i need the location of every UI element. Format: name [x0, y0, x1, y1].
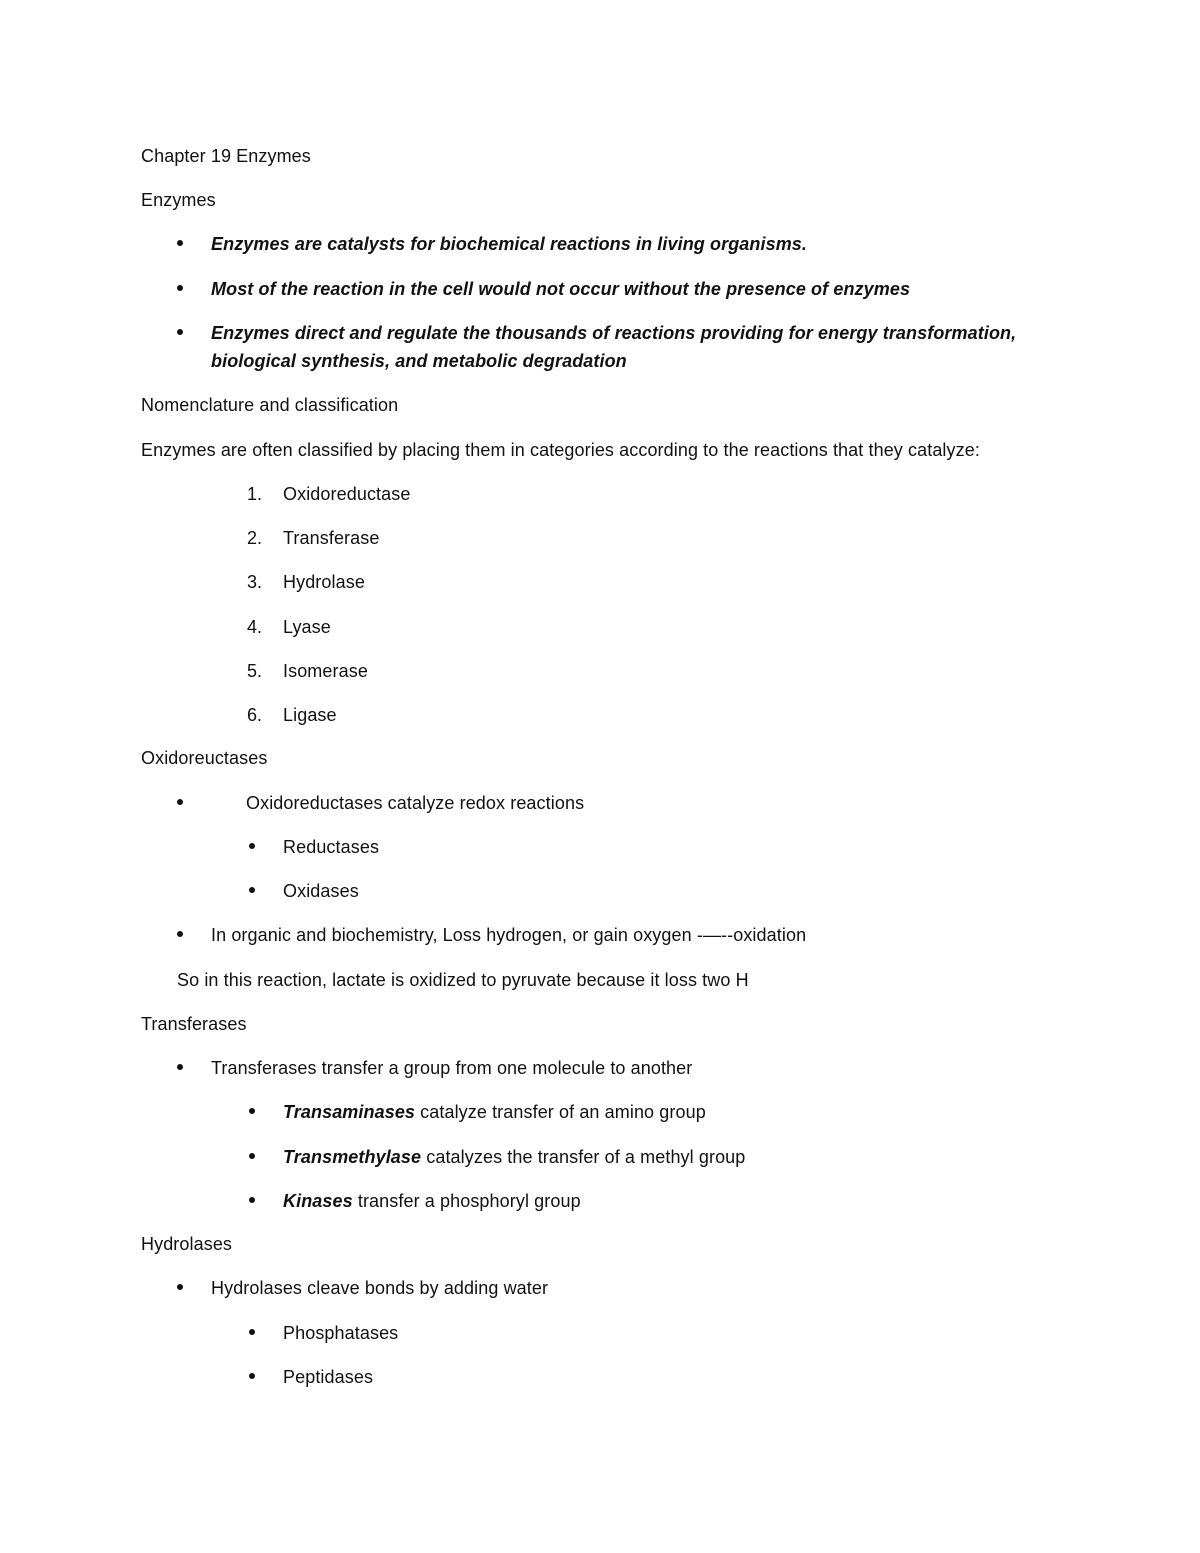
term: Transmethylase: [283, 1147, 422, 1167]
list-item: Enzymes direct and regulate the thousands of reactions providing for energy transformation,: [211, 323, 1017, 343]
paragraph: So in this reaction, lactate is oxidized to pyruvate because it loss two H: [177, 970, 749, 990]
sub-list-item: Peptidases: [283, 1367, 374, 1387]
bullet-icon: [177, 240, 183, 246]
list-item: Lyase: [283, 617, 331, 637]
bullet-icon: [249, 1373, 255, 1379]
paragraph: Enzymes are often classified by placing them in categories according to the reactions that they catalyze:: [141, 440, 980, 460]
list-number: 2.: [247, 528, 263, 548]
section-heading-enzymes: Enzymes: [141, 190, 216, 210]
term-description: transfer a phosphoryl group: [352, 1191, 581, 1211]
list-item: Hydrolases cleave bonds by adding water: [211, 1278, 549, 1298]
list-item: Transferase: [283, 528, 380, 548]
section-heading-nomenclature: Nomenclature and classification: [141, 395, 399, 415]
bullet-icon: [177, 285, 183, 291]
list-item: Isomerase: [283, 661, 368, 681]
bullet-icon: [249, 1153, 255, 1159]
list-number: 1.: [247, 484, 263, 504]
list-item: Ligase: [283, 705, 337, 725]
term: Kinases: [283, 1191, 353, 1211]
sub-list-item: [283, 1100, 706, 1124]
list-item: Hydrolase: [283, 572, 365, 592]
list-item-continuation: biological synthesis, and metabolic degradation: [211, 351, 627, 371]
list-item: Transferases transfer a group from one molecule to another: [211, 1058, 693, 1078]
bullet-icon: [177, 799, 183, 805]
sub-list-item: [283, 1189, 581, 1213]
section-heading-oxidoreductases: Oxidoreuctases: [141, 748, 268, 768]
bullet-icon: [249, 1197, 255, 1203]
list-item: In organic and biochemistry, Loss hydrogen, or gain oxygen -—--oxidation: [211, 925, 807, 945]
bullet-icon: [249, 887, 255, 893]
section-heading-transferases: Transferases: [141, 1014, 247, 1034]
list-number: 4.: [247, 617, 263, 637]
term-description: catalyzes the transfer of a methyl group: [421, 1147, 746, 1167]
list-number: 3.: [247, 572, 263, 592]
bullet-icon: [177, 1064, 183, 1070]
list-number: 6.: [247, 705, 263, 725]
term: Transaminases: [283, 1102, 416, 1122]
list-item: Enzymes are catalysts for biochemical reactions in living organisms.: [211, 234, 808, 254]
bullet-icon: [249, 843, 255, 849]
sub-list-item: Reductases: [283, 837, 380, 857]
list-item: Most of the reaction in the cell would not occur without the presence of enzymes: [211, 279, 911, 299]
term-description: catalyze transfer of an amino group: [415, 1102, 706, 1122]
bullet-icon: [249, 1108, 255, 1114]
bullet-icon: [177, 931, 183, 937]
list-item: Oxidoreductase: [283, 484, 411, 504]
list-item: Oxidoreductases catalyze redox reactions: [246, 793, 585, 813]
bullet-icon: [177, 329, 183, 335]
sub-list-item: Oxidases: [283, 881, 359, 901]
page-title: Chapter 19 Enzymes: [141, 146, 311, 166]
section-heading-hydrolases: Hydrolases: [141, 1234, 233, 1254]
list-number: 5.: [247, 661, 263, 681]
sub-list-item: Phosphatases: [283, 1323, 399, 1343]
sub-list-item: [283, 1145, 745, 1169]
bullet-icon: [177, 1284, 183, 1290]
bullet-icon: [249, 1329, 255, 1335]
